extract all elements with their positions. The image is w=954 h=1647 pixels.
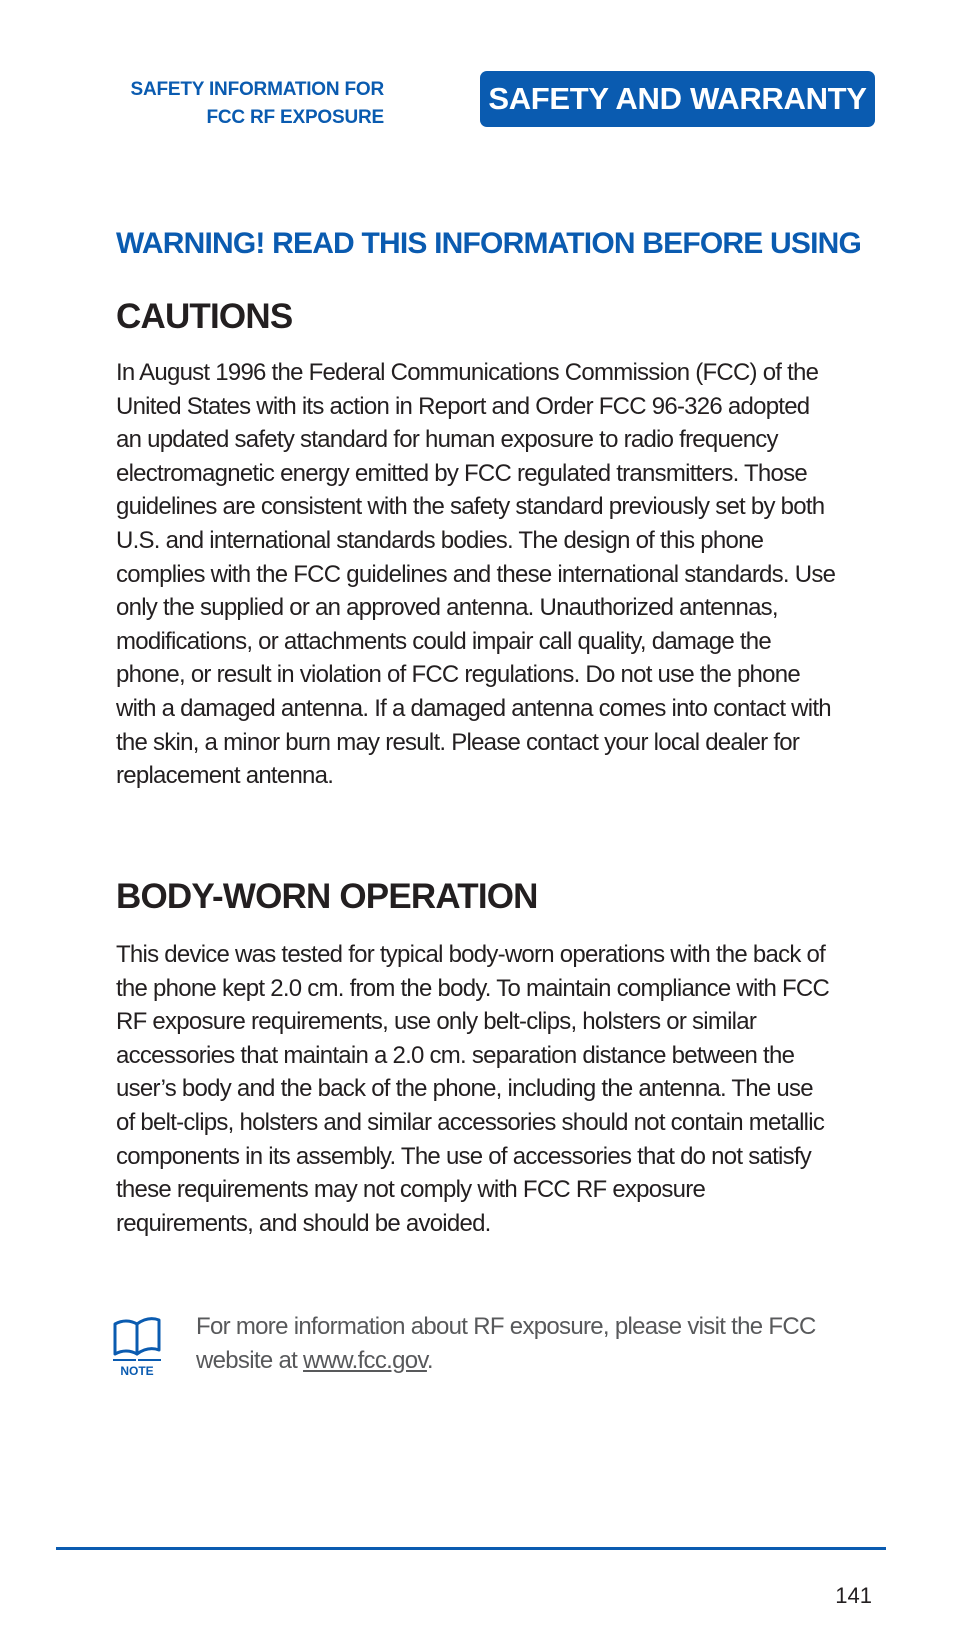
running-header-line-2: FCC RF EXPOSURE bbox=[206, 107, 384, 128]
fcc-website-link[interactable]: www.fcc.gov bbox=[303, 1346, 427, 1374]
note-text-after: . bbox=[426, 1346, 433, 1374]
cautions-paragraph: In August 1996 the Federal Communications Commission (FCC) of the United States with its action in Report and Order FCC 96-326 adopted an updated safety standard for human exposure to radio frequency electromagnetic energy emitted by FCC regulated transmitters. Those guidelines are consistent with the safety standard previously set by both U.S. and international standards bodies. The design of this phone complies with the FCC guidelines and these international standards. Use only the supplied or an approved antenna. Unauthorized antennas, modifications, or attachments could impair call quality, damage the phone, or result in violation of FCC regulations. Do not use the phone with a damaged antenna. If a damaged antenna comes into contact with the skin, a minor burn may result. Please contact your local dealer for replacement antenna. bbox=[116, 359, 836, 790]
body-worn-heading: BODY-WORN OPERATION bbox=[116, 877, 538, 916]
note-text bbox=[196, 1310, 836, 1377]
cautions-heading: CAUTIONS bbox=[116, 297, 293, 336]
section-tab: SAFETY AND WARRANTY bbox=[480, 71, 875, 127]
footer-divider bbox=[56, 1547, 886, 1550]
note-icon-label: NOTE bbox=[120, 1364, 154, 1378]
note-book-icon bbox=[112, 1314, 164, 1378]
running-header bbox=[110, 76, 384, 132]
running-header-line-1: SAFETY INFORMATION FOR bbox=[130, 79, 384, 100]
note-callout bbox=[112, 1310, 872, 1390]
page-number: 141 bbox=[835, 1583, 872, 1608]
body-worn-paragraph: This device was tested for typical body-worn operations with the back of the phone kept 2.0 cm. from the body. To maintain compliance with FCC RF exposure requirements, use only belt-clips, holsters or similar accessories that maintain a 2.0 cm. separation distance between the user’s body and the back of the phone, including the antenna. The use of belt-clips, holsters and similar accessories should not contain metallic components in its assembly. The use of accessories that do not satisfy these requirements may not comply with FCC RF exposure requirements, and should be avoided. bbox=[116, 941, 830, 1237]
warning-heading: WARNING! READ THIS INFORMATION BEFORE USING bbox=[116, 227, 862, 260]
note-text-before: For more information about RF exposure, please visit the FCC website at bbox=[196, 1313, 816, 1374]
